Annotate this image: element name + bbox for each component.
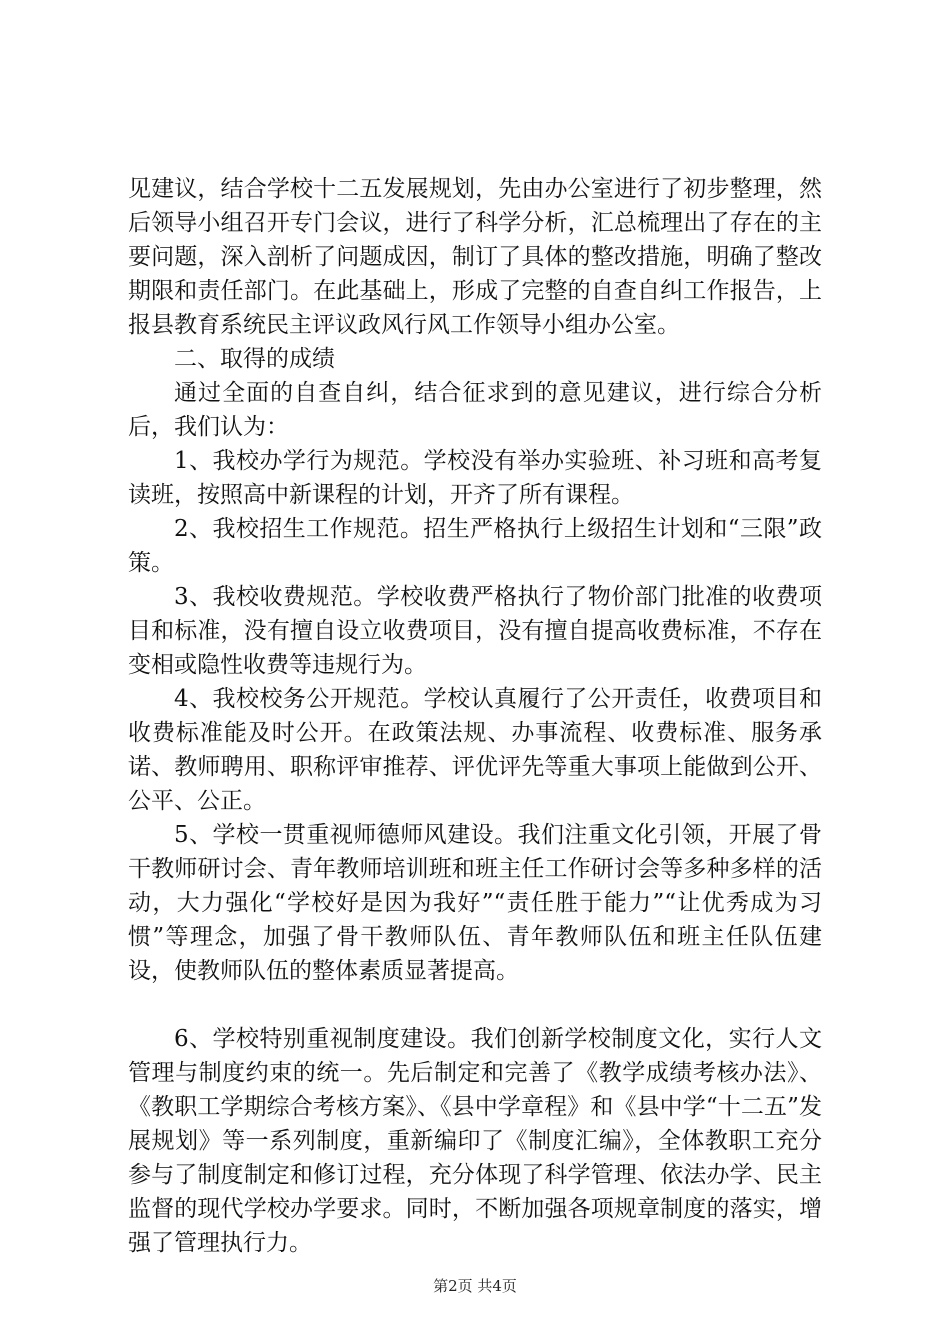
paragraph-item-4: 4、我校校务公开规范。学校认真履行了公开责任，收费项目和收费标准能及时公开。在政策法规、办事流程、收费标准、服务承诺、教师聘用、职称评审推荐、评优评先等重大事项上能做到公开、公平、公正。 [128,686,822,814]
section-heading-achievements: 二、取得的成绩 [174,346,335,372]
paragraph-item-1: 1、我校办学行为规范。学校没有举办实验班、补习班和高考复读班，按照高中新课程的计划，开齐了所有课程。 [128,448,822,508]
paragraph-item-5: 5、学校一贯重视师德师风建设。我们注重文化引领，开展了骨干教师研讨会、青年教师培训班和班主任工作研讨会等多种多样的活动，大力强化“学校好是因为我好”“责任胜于能力”“让优秀成为习惯”等理念，加强了骨干教师队伍、青年教师队伍和班主任队伍建设，使教师队伍的整体素质显著提高。 [128,822,822,984]
paragraph-item-6: 6、学校特别重视制度建设。我们创新学校制度文化，实行人文管理与制度约束的统一。先后制定和完善了《教学成绩考核办法》、《教职工学期综合考核方案》、《县中学章程》和《县中学“十二五”发展规划》等一系列制度，重新编印了《制度汇编》，全体教职工充分参与了制度制定和修订过程，充分体现了科学管理、依法办学、民主监督的现代学校办学要求。同时，不断加强各项规章制度的落实，增强了管理执行力。 [128,1026,822,1256]
paragraph-continuation: 见建议，结合学校十二五发展规划，先由办公室进行了初步整理，然后领导小组召开专门会议，进行了科学分析，汇总梳理出了存在的主要问题，深入剖析了问题成因，制订了具体的整改措施，明确了整改期限和责任部门。在此基础上，形成了完整的自查自纠工作报告，上报县教育系统民主评议政风行风工作领导小组办公室。 [128,176,822,338]
paragraph-item-3: 3、我校收费规范。学校收费严格执行了物价部门批准的收费项目和标准，没有擅自设立收费项目，没有擅自提高收费标准，不存在变相或隐性收费等违规行为。 [128,584,822,678]
document-body [128,172,822,1260]
paragraph-item-2: 2、我校招生工作规范。招生严格执行上级招生计划和“三限”政策。 [128,516,822,576]
page-number-footer: 第2页 共4页 [433,1277,517,1295]
paragraph-intro: 通过全面的自查自纠，结合征求到的意见建议，进行综合分析后，我们认为： [128,380,822,440]
